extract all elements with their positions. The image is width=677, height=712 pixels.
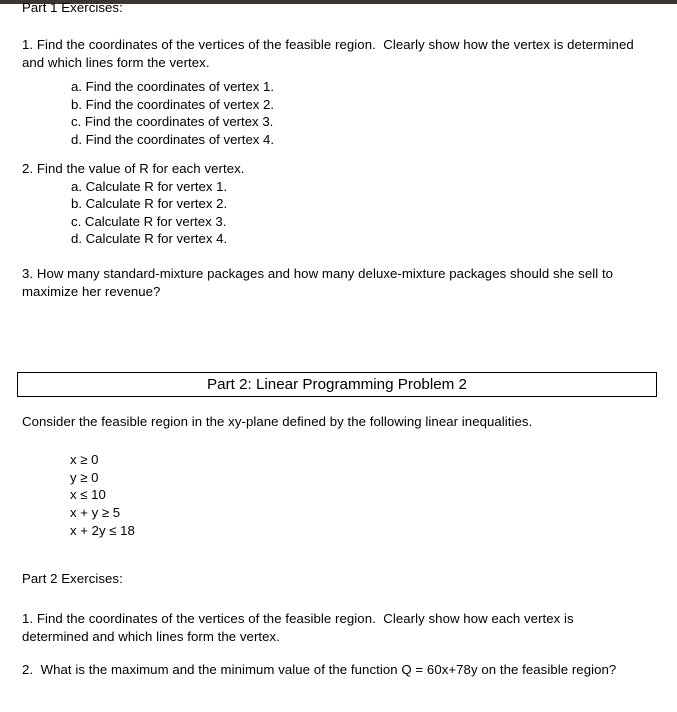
part1-exercises-heading: Part 1 Exercises:	[22, 0, 123, 15]
part1-question-2-item-c: c. Calculate R for vertex 3.	[71, 213, 227, 229]
part2-exercises-heading: Part 2 Exercises:	[22, 571, 123, 586]
part1-question-2: 2. Find the value of R for each vertex.	[22, 161, 245, 176]
part2-question-1: 1. Find the coordinates of the vertices of the feasible region. Clearly show how each vertex is determined and which lines form the vertex.	[22, 611, 578, 644]
part2-inequality-1: x ≥ 0	[70, 452, 99, 467]
part1-question-2-item-d: d. Calculate R for vertex 4.	[71, 231, 228, 246]
part2-question-2: 2. What is the maximum and the minimum value of the function Q = 60x+78y on the feasible region?	[22, 662, 617, 677]
part2-inequality-2: y ≥ 0	[70, 469, 99, 485]
part2-intro-text: Consider the feasible region in the xy-plane defined by the following linear inequalities.	[22, 414, 533, 429]
part1-question-1-item-d: d. Find the coordinates of vertex 4.	[71, 131, 275, 147]
part2-section-header-box	[17, 372, 657, 397]
part2-inequality-3: x ≤ 10	[70, 487, 106, 503]
part1-question-3: 3. How many standard-mixture packages and how many deluxe-mixture packages should she sell to maximize her revenue?	[22, 266, 617, 299]
part1-question-2-item-b: b. Calculate R for vertex 2.	[71, 196, 228, 211]
part2-section-title: Part 2: Linear Programming Problem 2	[207, 375, 467, 393]
part2-inequality-4: x + y ≥ 5	[70, 505, 121, 521]
part1-question-1: 1. Find the coordinates of the vertices of the feasible region. Clearly show how the vertex is determined and which lines form the vertex.	[22, 37, 638, 70]
part2-inequality-5: x + 2y ≤ 18	[70, 522, 135, 538]
part1-question-1-item-a: a. Find the coordinates of vertex 1.	[71, 79, 275, 94]
part1-question-2-item-a: a. Calculate R for vertex 1.	[71, 178, 228, 194]
part1-question-1-item-c: c. Find the coordinates of vertex 3.	[71, 114, 274, 129]
part1-question-1-item-b: b. Find the coordinates of vertex 2.	[71, 96, 275, 112]
